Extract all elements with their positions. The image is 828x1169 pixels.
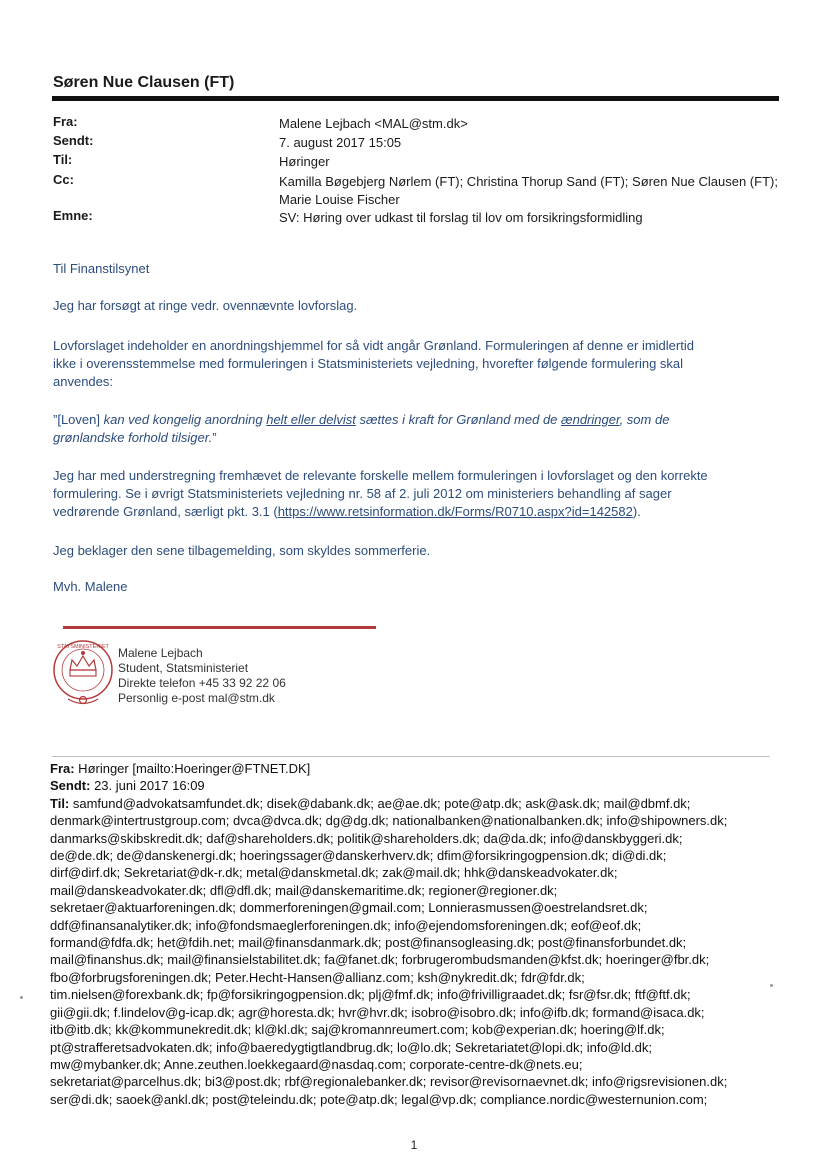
- recipient-line: gii@gii.dk; f.lindelov@g-icap.dk; agr@horesta.dk; hvr@hvr.dk; isobro@isobro.dk; info@ifb.dk; formand@isaca.dk;: [50, 1004, 705, 1020]
- forwarded-from-label: Fra:: [50, 761, 75, 776]
- sender-name: Søren Nue Clausen (FT): [53, 74, 235, 91]
- closing-text: Mvh. Malene: [53, 579, 128, 594]
- recipient-line: mail@finanshus.dk; mail@finansielstabilitet.dk; fa@fanet.dk; forbrugerombudsmanden@kfst.dk; hoeringer@fbr.dk;: [50, 952, 710, 968]
- forwarded-sent-value: 23. juni 2017 16:09: [90, 778, 205, 794]
- forwarded-from-value: Høringer [mailto:Hoeringer@FTNET.DK]: [74, 761, 311, 776]
- retsinformation-link[interactable]: https://www.retsinformation.dk/Forms/R0710.aspx?id=142582: [277, 504, 633, 519]
- forwarded-sent: [50, 777, 780, 794]
- paragraph-2-line-3: anvendes:: [53, 374, 113, 389]
- paragraph-2: [53, 337, 773, 391]
- forwarded-to-value: samfund@advokatsamfundet.dk; disek@dabank.dk; ae@ae.dk; pote@atp.dk; ask@ask.dk; mail@dbmf.dk;: [69, 795, 691, 811]
- page-number: 1: [410, 1138, 418, 1152]
- sent-label: Sendt:: [53, 133, 94, 148]
- cc-value-line1: Kamilla Bøgebjerg Nørlem (FT); Christina Thorup Sand (FT); Søren Nue Clausen (FT);: [279, 174, 778, 189]
- paragraph-4-line-3-post: ).: [632, 504, 641, 519]
- quote-part-a: kan ved kongelig anordning: [103, 412, 267, 427]
- signature-block: [118, 646, 286, 706]
- paragraph-4-line-3: [53, 503, 773, 521]
- from-value: Malene Lejbach <MAL@stm.dk>: [279, 116, 468, 131]
- quote-underline-1: helt eller delvist: [266, 412, 356, 427]
- to-value: Høringer: [279, 154, 330, 169]
- recipient-line: danmarks@skibskredit.dk; daf@shareholders.dk; politik@shareholders.dk; da@da.dk; info@danskbyggeri.dk;: [50, 830, 683, 846]
- recipient-line: sekretaer@aktuarforeningen.dk; dommerforeningen@gmail.com; Lonnierasmussen@oestrelandsret.dk;: [50, 900, 648, 916]
- recipient-line: itb@itb.dk; kk@kommunekredit.dk; kl@kl.dk; saj@kromannreumert.com; kob@experian.dk; hoering@lf.dk;: [50, 1022, 665, 1038]
- header-divider: [52, 96, 779, 101]
- paragraph-4: [53, 467, 773, 521]
- signature-divider: [63, 626, 376, 629]
- quote-paragraph: [53, 411, 773, 447]
- signature-name: Malene Lejbach: [118, 646, 203, 660]
- forwarded-to-line: [50, 795, 780, 812]
- quote-part-c: , som de: [619, 412, 670, 427]
- paragraph-1-text: Jeg har forsøgt at ringe vedr. ovennævnte lovforslag.: [53, 298, 358, 313]
- forwarded-to-label: Til:: [50, 795, 70, 811]
- recipient-line: mw@mybanker.dk; Anne.zeuthen.loekkegaard@nasdaq.com; corporate-centre-dk@nets.eu;: [50, 1056, 583, 1072]
- signature-email: Personlig e-post mal@stm.dk: [118, 691, 275, 705]
- recipient-line: ser@di.dk; saoek@ankl.dk; post@teleindu.dk; pote@atp.dk; legal@vp.dk; compliance.nordic@westernunion.com;: [50, 1091, 708, 1107]
- subject-label: Emne:: [53, 208, 93, 223]
- margin-mark: [770, 984, 773, 987]
- quote-line-2: [53, 429, 773, 447]
- cc-value-line2: Marie Louise Fischer: [279, 192, 400, 207]
- recipient-line: pt@strafferetsadvokaten.dk; info@baeredygtigtlandbrug.dk; lo@lo.dk; Sekretariatet@lopi.dk; info@ld.dk;: [50, 1039, 652, 1055]
- forwarded-message: [50, 760, 780, 1108]
- statsministeriet-seal-icon: [50, 636, 116, 708]
- forwarded-from: [50, 760, 780, 777]
- recipient-line: fbo@forbrugsforeningen.dk; Peter.Hecht-Hansen@allianz.com; ksh@nykredit.dk; fdr@fdr.dk;: [50, 969, 585, 985]
- cc-label: Cc:: [53, 172, 74, 187]
- paragraph-4-line-2: formulering. Se i øvrigt Statsministeriets vejledning nr. 58 af 2. juli 2012 om ministeriers behandling af sager: [53, 486, 672, 501]
- forward-divider: [52, 756, 770, 757]
- recipient-line: sekretariat@parcelhus.dk; bi3@post.dk; rbf@regionalebanker.dk; revisor@revisornaevnet.dk; info@rigsrevisionen.dk;: [50, 1074, 728, 1090]
- sent-value: 7. august 2017 15:05: [279, 135, 402, 150]
- closing: [53, 578, 773, 596]
- paragraph-5: [53, 542, 773, 560]
- subject-value: SV: Høring over udkast til forslag til lov om forsikringsformidling: [279, 210, 643, 225]
- signature-title: Student, Statsministeriet: [118, 661, 249, 675]
- recipient-line: formand@fdfa.dk; het@fdih.net; mail@finansdanmark.dk; post@finansogleasing.dk; post@finansforbundet.dk;: [50, 935, 687, 951]
- seal-text: STATSMINISTERIET: [57, 644, 109, 650]
- recipient-line: dirf@dirf.dk; Sekretariat@dk-r.dk; metal@danskmetal.dk; zak@mail.dk; hhk@danskeadvokater.dk;: [50, 865, 618, 881]
- quote-line-2-text: grønlandske forhold tilsiger.: [53, 430, 213, 445]
- forwarded-sent-label: Sendt:: [50, 778, 91, 794]
- signature-phone: Direkte telefon +45 33 92 22 06: [118, 676, 286, 690]
- email-header: [53, 114, 793, 234]
- quote-part-b: sættes i kraft for Grønland med de: [355, 412, 562, 427]
- paragraph-2-line-1: Lovforslaget indeholder en anordningshjemmel for så vidt angår Grønland. Formuleringen af denne er imidlertid: [53, 338, 694, 353]
- paragraph-4-line-1: Jeg har med understregning fremhævet de relevante forskelle mellem formuleringen i lovforslaget og den korrekte: [53, 468, 708, 483]
- margin-mark: [20, 996, 23, 999]
- recipient-line: ddf@finansanalytiker.dk; info@fondsmaeglerforeningen.dk; info@ejendomsforeningen.dk; eof@eof.dk;: [50, 917, 642, 933]
- recipient-line: tim.nielsen@forexbank.dk; fp@forsikringogpension.dk; plj@fmf.dk; info@frivilligraadet.dk; fsr@fsr.dk; ftf@ftf.dk;: [50, 987, 691, 1003]
- recipient-line: denmark@intertrustgroup.com; dvca@dvca.dk; dg@dg.dk; nationalbanken@nationalbanken.dk; info@shipowners.dk;: [50, 813, 728, 829]
- from-label: Fra:: [53, 114, 78, 129]
- to-label: Til:: [53, 152, 73, 167]
- paragraph-2-line-2: ikke i overensstemmelse med formuleringen i Statsministeriets vejledning, hvorefter følgende formulering skal: [53, 356, 684, 371]
- paragraph-1: [53, 297, 773, 315]
- recipient-line: mail@danskeadvokater.dk; dfl@dfl.dk; mail@danskemaritime.dk; regioner@regioner.dk;: [50, 882, 558, 898]
- quote-open: ”[Loven]: [53, 412, 104, 427]
- paragraph-5-text: Jeg beklager den sene tilbagemelding, som skyldes sommerferie.: [53, 543, 431, 558]
- greeting: Til Finanstilsynet: [53, 261, 150, 276]
- recipient-line: de@de.dk; de@danskenergi.dk; hoeringssager@danskerhverv.dk; dfim@forsikringogpension.dk; di@di.dk;: [50, 848, 667, 864]
- quote-underline-2: ændringer: [561, 412, 620, 427]
- quote-close: ”: [212, 430, 217, 445]
- paragraph-4-line-3-pre: vedrørende Grønland, særligt pkt. 3.1 (: [53, 504, 278, 519]
- quote-line-1: [53, 411, 773, 429]
- message-body: [53, 260, 773, 278]
